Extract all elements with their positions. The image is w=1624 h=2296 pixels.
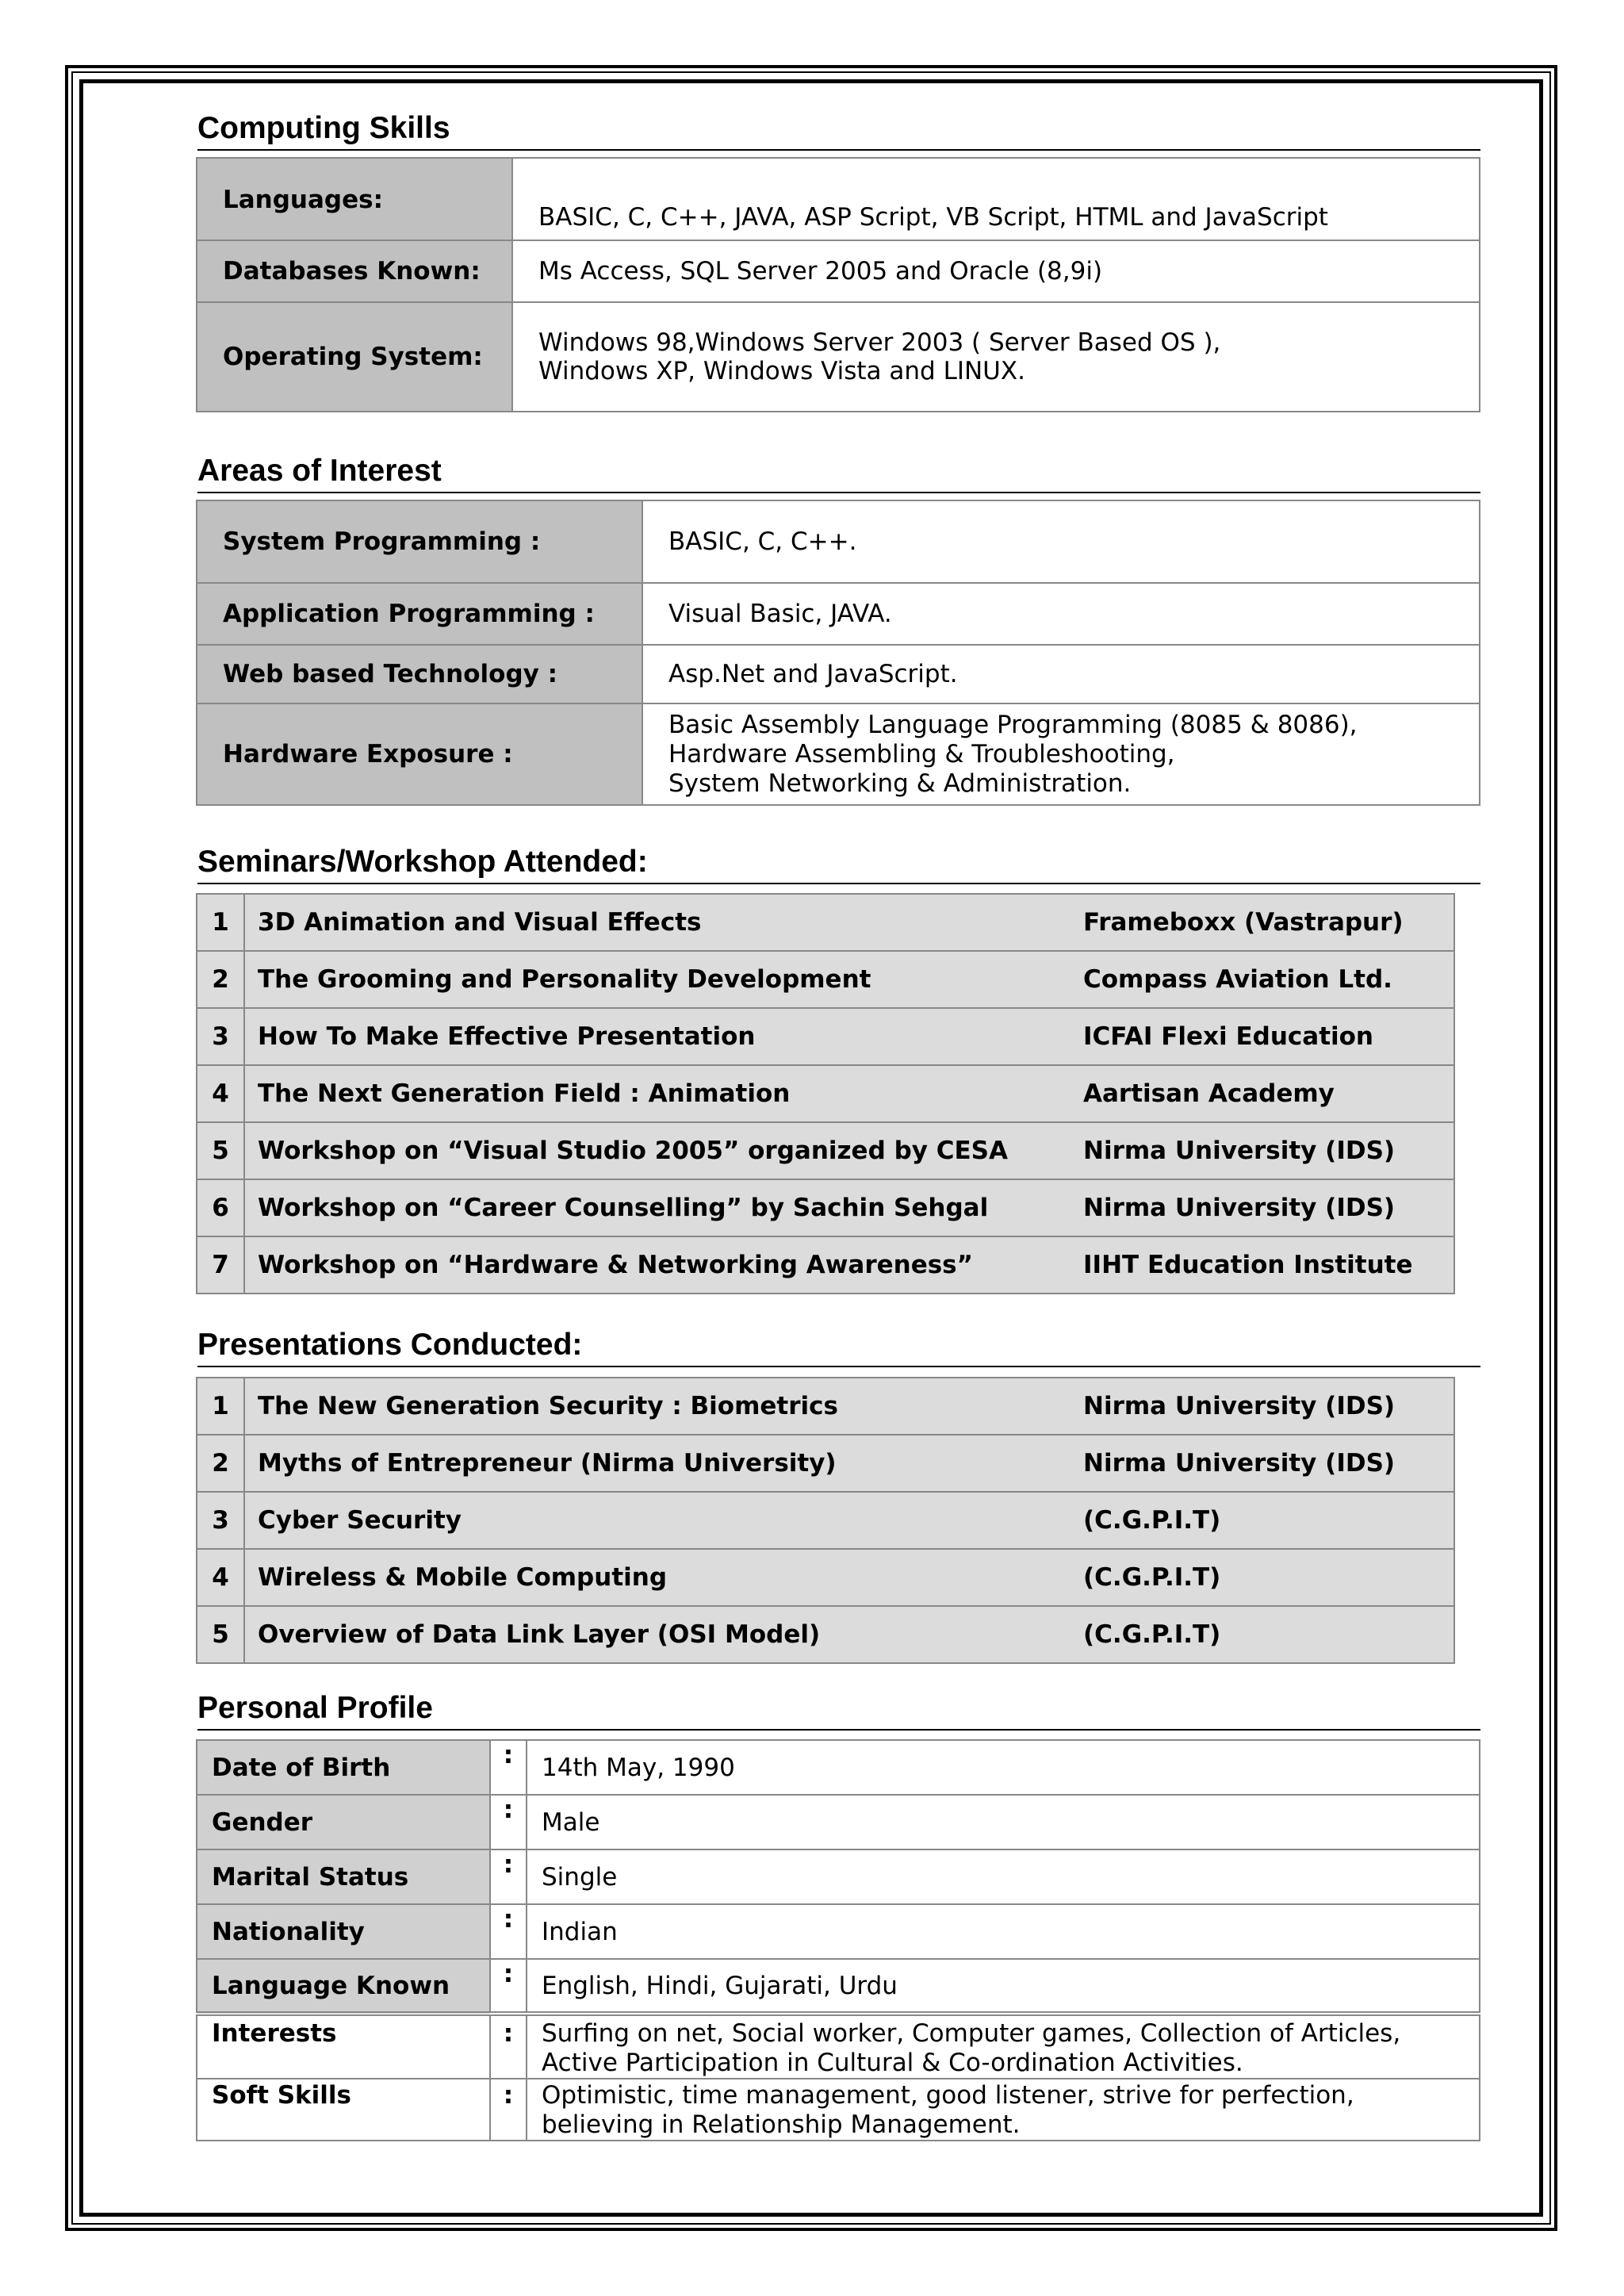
presentation-place: (C.G.P.I.T) [1071,1549,1454,1606]
table-row [197,703,1480,805]
separator: : [490,1849,527,1904]
table-row [197,1849,1480,1904]
table-row [197,158,1480,240]
soft-skills-line-1: Optimistic, time management, good listener, strive for perfection, [542,2081,1354,2110]
seminar-topic: The Grooming and Personality Development [244,951,1071,1008]
personal-profile-table [196,1739,1480,2141]
seminar-place: Nirma University (IDS) [1071,1122,1454,1179]
table-row [197,240,1480,302]
system-programming-value: BASIC, C, C++. [642,500,1480,583]
table-row [197,1959,1480,2014]
application-programming-label: Application Programming : [197,583,642,645]
table-row [197,2014,1480,2079]
seminar-place: IIHT Education Institute [1071,1236,1454,1294]
table-row [197,1122,1454,1179]
presentation-place: (C.G.P.I.T) [1071,1492,1454,1549]
hardware-line-3: System Networking & Administration. [668,769,1132,798]
databases-label: Databases Known: [197,240,512,302]
row-number: 2 [197,1435,244,1492]
row-number: 6 [197,1179,244,1236]
presentation-topic: Cyber Security [244,1492,1071,1549]
interests-value [527,2014,1480,2079]
presentation-topic: The New Generation Security : Biometrics [244,1378,1071,1435]
row-number: 5 [197,1606,244,1663]
table-row [197,1236,1454,1294]
seminar-place: Frameboxx (Vastrapur) [1071,894,1454,951]
table-row [197,1740,1480,1795]
gender-label: Gender [197,1795,490,1849]
table-row [197,894,1454,951]
nationality-label: Nationality [197,1904,490,1959]
hardware-line-2: Hardware Assembling & Troubleshooting, [668,739,1175,769]
soft-skills-value [527,2079,1480,2141]
areas-of-interest-heading: Areas of Interest [197,452,1480,493]
nationality-value: Indian [527,1904,1480,1959]
interests-line-1: Surfing on net, Social worker, Computer games, Collection of Articles, [542,2019,1401,2048]
os-line-2: Windows XP, Windows Vista and LINUX. [538,357,1025,385]
language-known-value: English, Hindi, Gujarati, Urdu [527,1959,1480,2014]
row-number: 1 [197,894,244,951]
separator: : [490,2079,527,2141]
row-number: 3 [197,1008,244,1065]
seminar-topic: Workshop on “Hardware & Networking Awareness” [244,1236,1071,1294]
table-row [197,1795,1480,1849]
computing-skills-table [196,157,1480,412]
soft-skills-line-2: believing in Relationship Management. [542,2110,1021,2139]
row-number: 4 [197,1549,244,1606]
web-technology-value: Asp.Net and JavaScript. [642,645,1480,703]
interests-label: Interests [197,2014,490,2079]
language-known-label: Language Known [197,1959,490,2014]
presentation-place: Nirma University (IDS) [1071,1378,1454,1435]
separator: : [490,1795,527,1849]
hardware-exposure-label: Hardware Exposure : [197,703,642,805]
row-number: 3 [197,1492,244,1549]
dob-value: 14th May, 1990 [527,1740,1480,1795]
table-row [197,1606,1454,1663]
seminar-place: ICFAI Flexi Education [1071,1008,1454,1065]
seminar-topic: Workshop on “Visual Studio 2005” organized by CESA [244,1122,1071,1179]
presentations-table [196,1377,1455,1664]
seminar-topic: 3D Animation and Visual Effects [244,894,1071,951]
seminar-place: Aartisan Academy [1071,1065,1454,1122]
table-row [197,645,1480,703]
table-row [197,500,1480,583]
personal-profile-heading: Personal Profile [197,1689,1480,1731]
application-programming-value: Visual Basic, JAVA. [642,583,1480,645]
marital-status-label: Marital Status [197,1849,490,1904]
presentations-heading: Presentations Conducted: [197,1326,1480,1367]
hardware-exposure-value [642,703,1480,805]
seminar-place: Compass Aviation Ltd. [1071,951,1454,1008]
seminar-topic: How To Make Effective Presentation [244,1008,1071,1065]
table-row [197,1378,1454,1435]
table-row [197,1435,1454,1492]
interests-line-2: Active Participation in Cultural & Co-ordination Activities. [542,2049,1243,2077]
dob-label: Date of Birth [197,1740,490,1795]
row-number: 1 [197,1378,244,1435]
separator: : [490,1959,527,2014]
row-number: 2 [197,951,244,1008]
table-row [197,1065,1454,1122]
seminar-topic: The Next Generation Field : Animation [244,1065,1071,1122]
os-value [512,302,1480,412]
presentation-place: Nirma University (IDS) [1071,1435,1454,1492]
table-row [197,1008,1454,1065]
os-line-1: Windows 98,Windows Server 2003 ( Server Based OS ), [538,328,1221,357]
presentation-place: (C.G.P.I.T) [1071,1606,1454,1663]
areas-of-interest-table [196,500,1480,806]
seminars-table [196,893,1455,1294]
system-programming-label: System Programming : [197,500,642,583]
table-row [197,2079,1480,2141]
databases-value: Ms Access, SQL Server 2005 and Oracle (8,9i) [512,240,1480,302]
gender-value: Male [527,1795,1480,1849]
table-row [197,302,1480,412]
separator: : [490,1904,527,1959]
presentation-topic: Wireless & Mobile Computing [244,1549,1071,1606]
row-number: 4 [197,1065,244,1122]
marital-status-value: Single [527,1849,1480,1904]
os-label: Operating System: [197,302,512,412]
hardware-line-1: Basic Assembly Language Programming (8085 & 8086), [668,710,1358,739]
seminar-topic: Workshop on “Career Counselling” by Sachin Sehgal [244,1179,1071,1236]
table-row [197,1179,1454,1236]
separator: : [490,1740,527,1795]
computing-skills-heading: Computing Skills [197,109,1480,151]
row-number: 5 [197,1122,244,1179]
table-row [197,1549,1454,1606]
languages-label: Languages: [197,158,512,240]
table-row [197,1492,1454,1549]
table-row [197,583,1480,645]
table-row [197,1904,1480,1959]
seminars-heading: Seminars/Workshop Attended: [197,843,1480,884]
soft-skills-label: Soft Skills [197,2079,490,2141]
presentation-topic: Overview of Data Link Layer (OSI Model) [244,1606,1071,1663]
separator: : [490,2014,527,2079]
row-number: 7 [197,1236,244,1294]
presentation-topic: Myths of Entrepreneur (Nirma University) [244,1435,1071,1492]
table-row [197,951,1454,1008]
languages-value: BASIC, C, C++, JAVA, ASP Script, VB Script, HTML and JavaScript [512,158,1480,240]
web-technology-label: Web based Technology : [197,645,642,703]
seminar-place: Nirma University (IDS) [1071,1179,1454,1236]
